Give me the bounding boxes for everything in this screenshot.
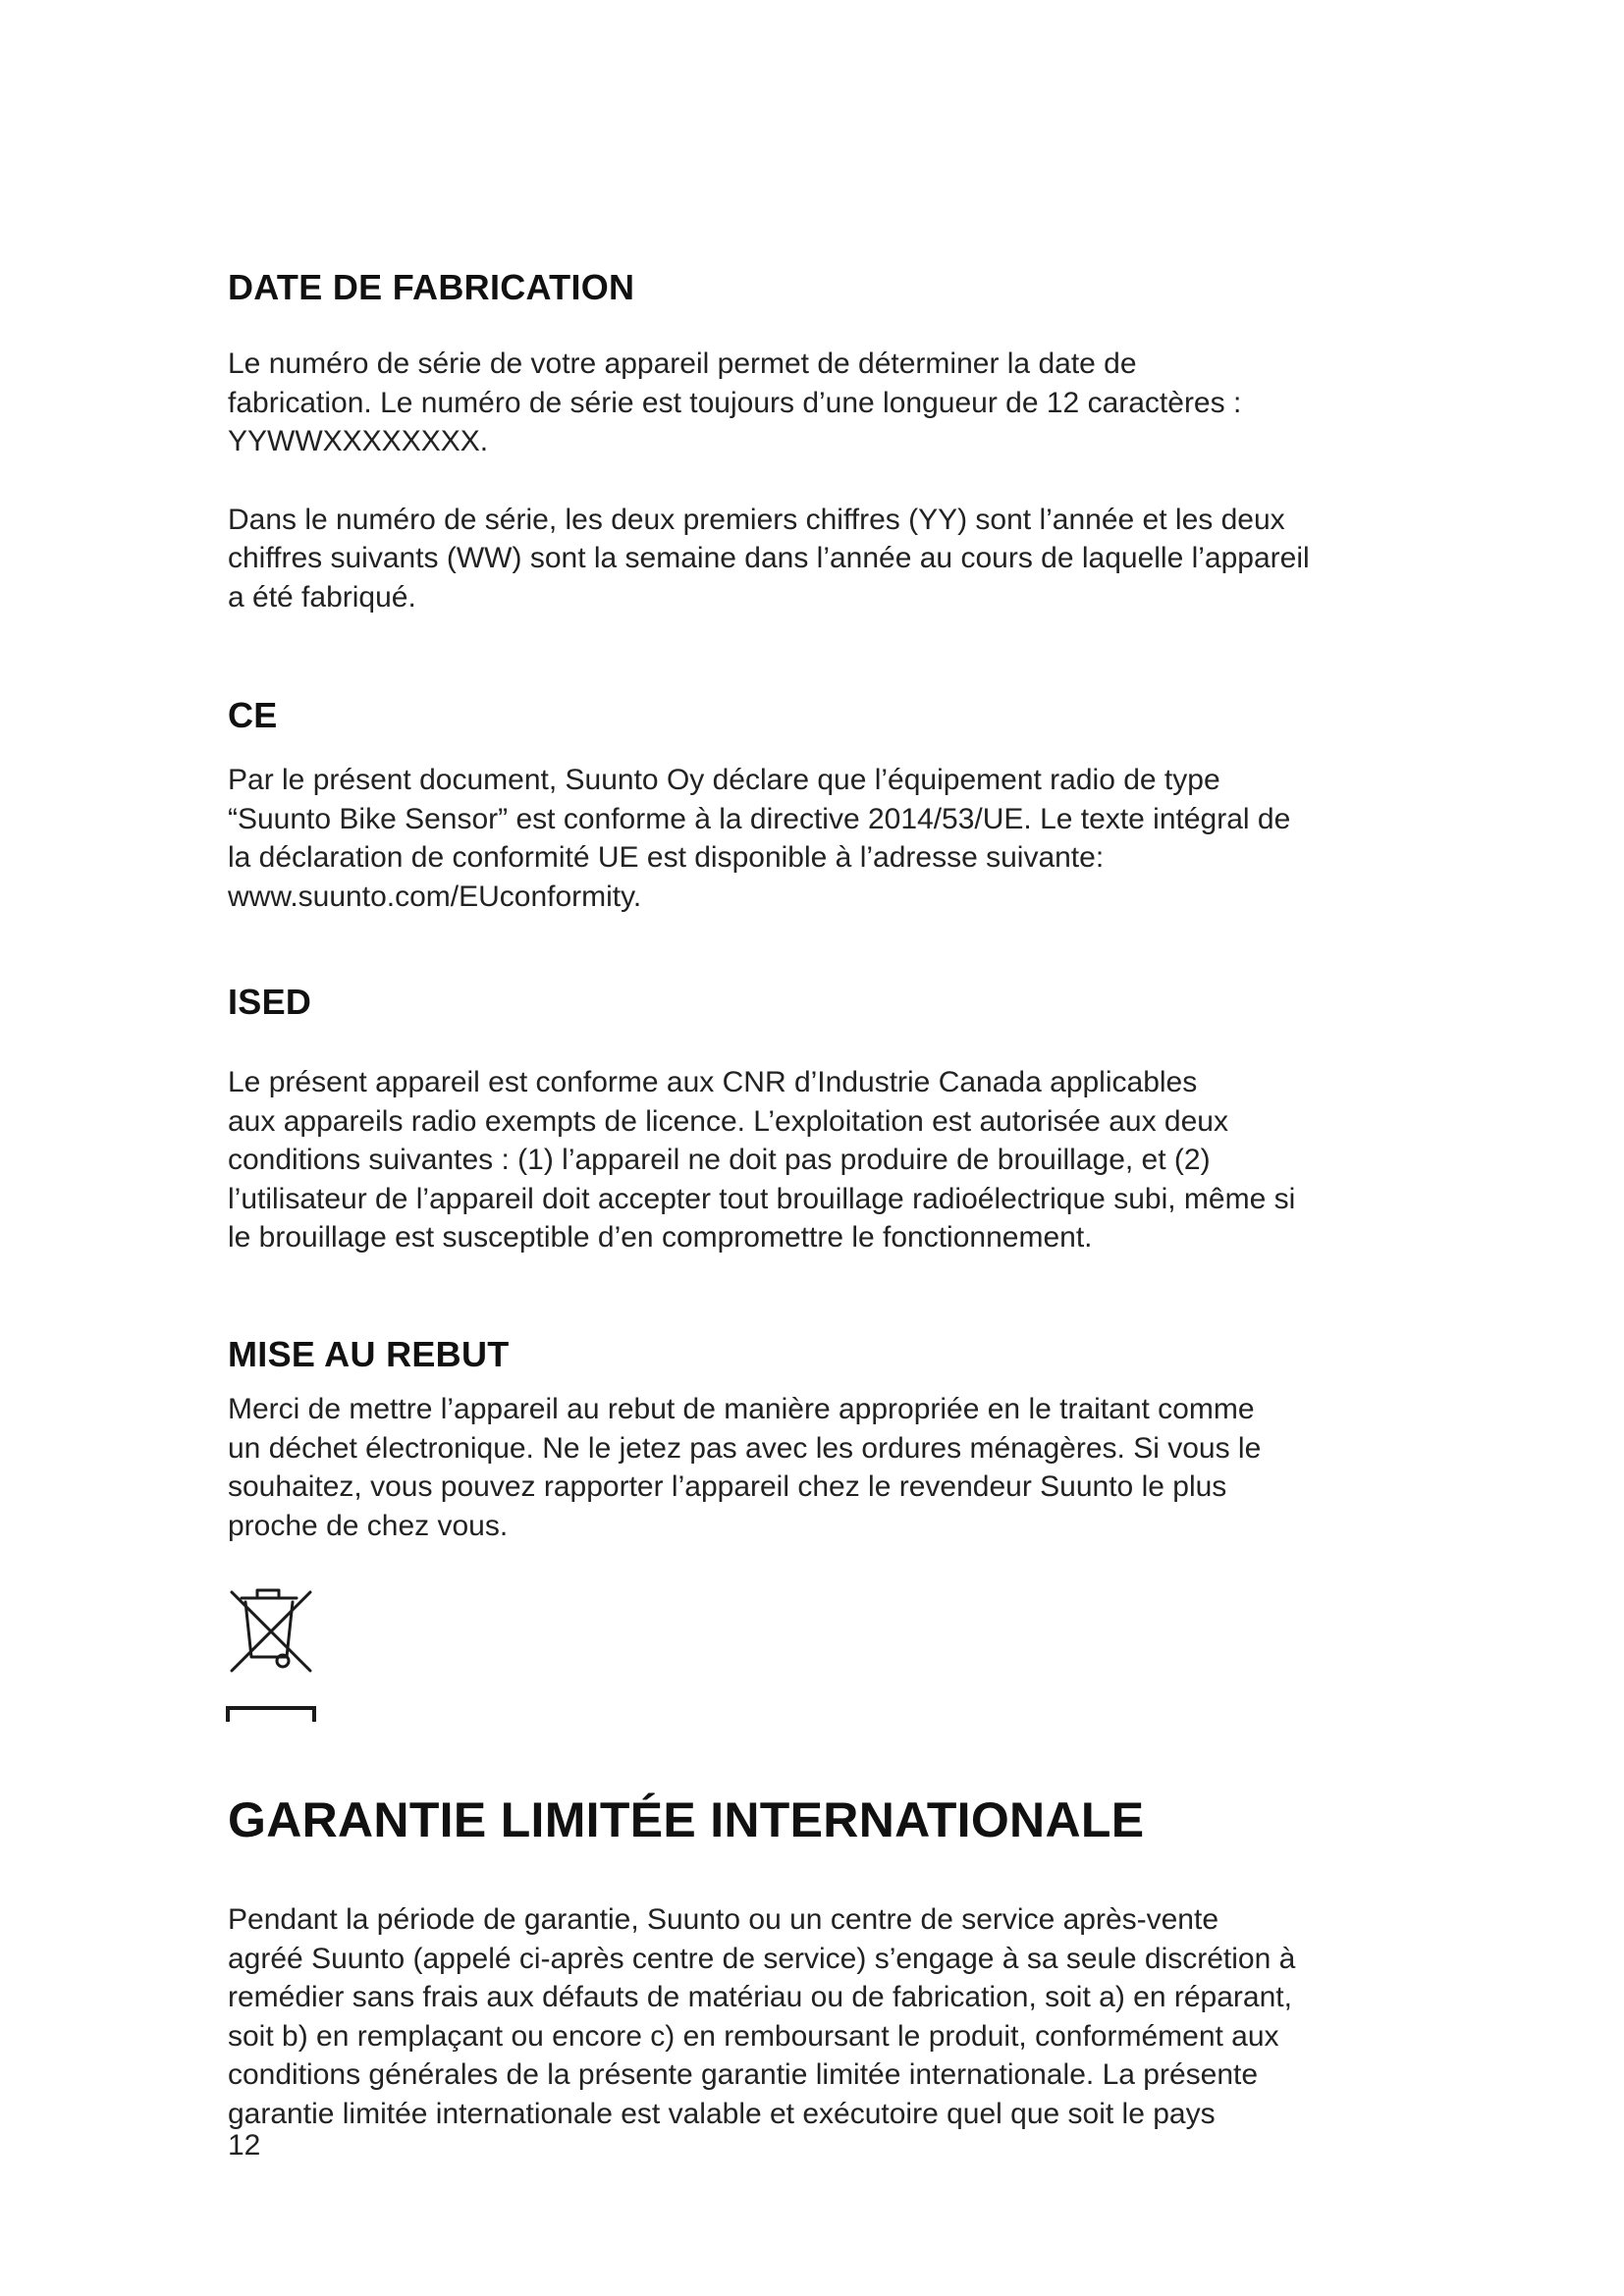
text-line: aux appareils radio exempts de licence. L’exploitation est autorisée aux deux xyxy=(228,1104,1228,1138)
text-line: proche de chez vous. xyxy=(228,1509,509,1542)
text-line: Le numéro de série de votre appareil permet de déterminer la date de xyxy=(228,347,1137,380)
heading-date-de-fabrication: DATE DE FABRICATION xyxy=(228,267,635,307)
text-line: Le présent appareil est conforme aux CNR d’Industrie Canada applicables xyxy=(228,1066,1198,1098)
paragraph-serial-format xyxy=(228,345,1426,461)
text-line: Par le présent document, Suunto Oy déclare que l’équipement radio de type xyxy=(228,764,1220,796)
text-line: garantie limitée internationale est valable et exécutoire quel que soit le pays xyxy=(228,2097,1216,2130)
section-garantie xyxy=(228,1792,1426,2133)
text-line: souhaitez, vous pouvez rapporter l’appareil chez le revendeur Suunto le plus xyxy=(228,1470,1227,1503)
text-line: conditions générales de la présente garantie limitée internationale. La présente xyxy=(228,2058,1259,2091)
paragraph-ce-declaration xyxy=(228,761,1426,916)
text-line: fabrication. Le numéro de série est toujours d’une longueur de 12 caractères : xyxy=(228,386,1242,419)
weee-crossed-bin-icon xyxy=(224,1582,318,1730)
text-line: la déclaration de conformité UE est disponible à l’adresse suivante: xyxy=(228,841,1105,874)
text-line: un déchet électronique. Ne le jetez pas avec les ordures ménagères. Si vous le xyxy=(228,1431,1262,1465)
text-line: YYWWXXXXXXXX. xyxy=(228,425,489,457)
text-line: l’utilisateur de l’appareil doit accepter tout brouillage radioélectrique subi, même si xyxy=(228,1182,1296,1215)
heading-mise-au-rebut: MISE AU REBUT xyxy=(228,1334,510,1374)
section-date-de-fabrication xyxy=(228,267,1426,616)
heading-ised: ISED xyxy=(228,982,312,1022)
paragraph-serial-meaning xyxy=(228,501,1426,617)
text-line: soit b) en remplaçant ou encore c) en remboursant le produit, conformément aux xyxy=(228,2019,1279,2053)
text-line: “Suunto Bike Sensor” est conforme à la directive 2014/53/UE. Le texte intégral de xyxy=(228,802,1291,835)
text-line: chiffres suivants (WW) sont la semaine dans l’année au cours de laquelle l’appareil xyxy=(228,542,1310,574)
text-line: Merci de mettre l’appareil au rebut de manière appropriée en le traitant comme xyxy=(228,1393,1255,1425)
text-line: le brouillage est susceptible d’en compromettre le fonctionnement. xyxy=(228,1221,1093,1254)
text-line: conditions suivantes : (1) l’appareil ne doit pas produire de brouillage, et (2) xyxy=(228,1144,1211,1176)
text-line: Dans le numéro de série, les deux premiers chiffres (YY) sont l’année et les deux xyxy=(228,503,1285,536)
text-line: Pendant la période de garantie, Suunto ou un centre de service après-vente xyxy=(228,1903,1219,1936)
section-mise-au-rebut xyxy=(228,1334,1426,1545)
paragraph-disposal xyxy=(228,1390,1426,1545)
section-ised xyxy=(228,982,1426,1257)
paragraph-warranty xyxy=(228,1900,1426,2133)
text-line: a été fabriqué. xyxy=(228,580,416,614)
section-ce xyxy=(228,695,1426,916)
text-line: remédier sans frais aux défauts de matériau ou de fabrication, soit a) en réparant, xyxy=(228,1981,1292,2013)
page-number: 12 xyxy=(228,2129,261,2162)
heading-garantie: GARANTIE LIMITÉE INTERNATIONALE xyxy=(228,1792,1145,1847)
text-line: agréé Suunto (appelé ci-après centre de service) s’engage à sa seule discrétion à xyxy=(228,1942,1296,1975)
paragraph-ised-compliance xyxy=(228,1063,1426,1257)
heading-ce: CE xyxy=(228,695,278,735)
text-line: www.suunto.com/EUconformity. xyxy=(228,880,642,913)
